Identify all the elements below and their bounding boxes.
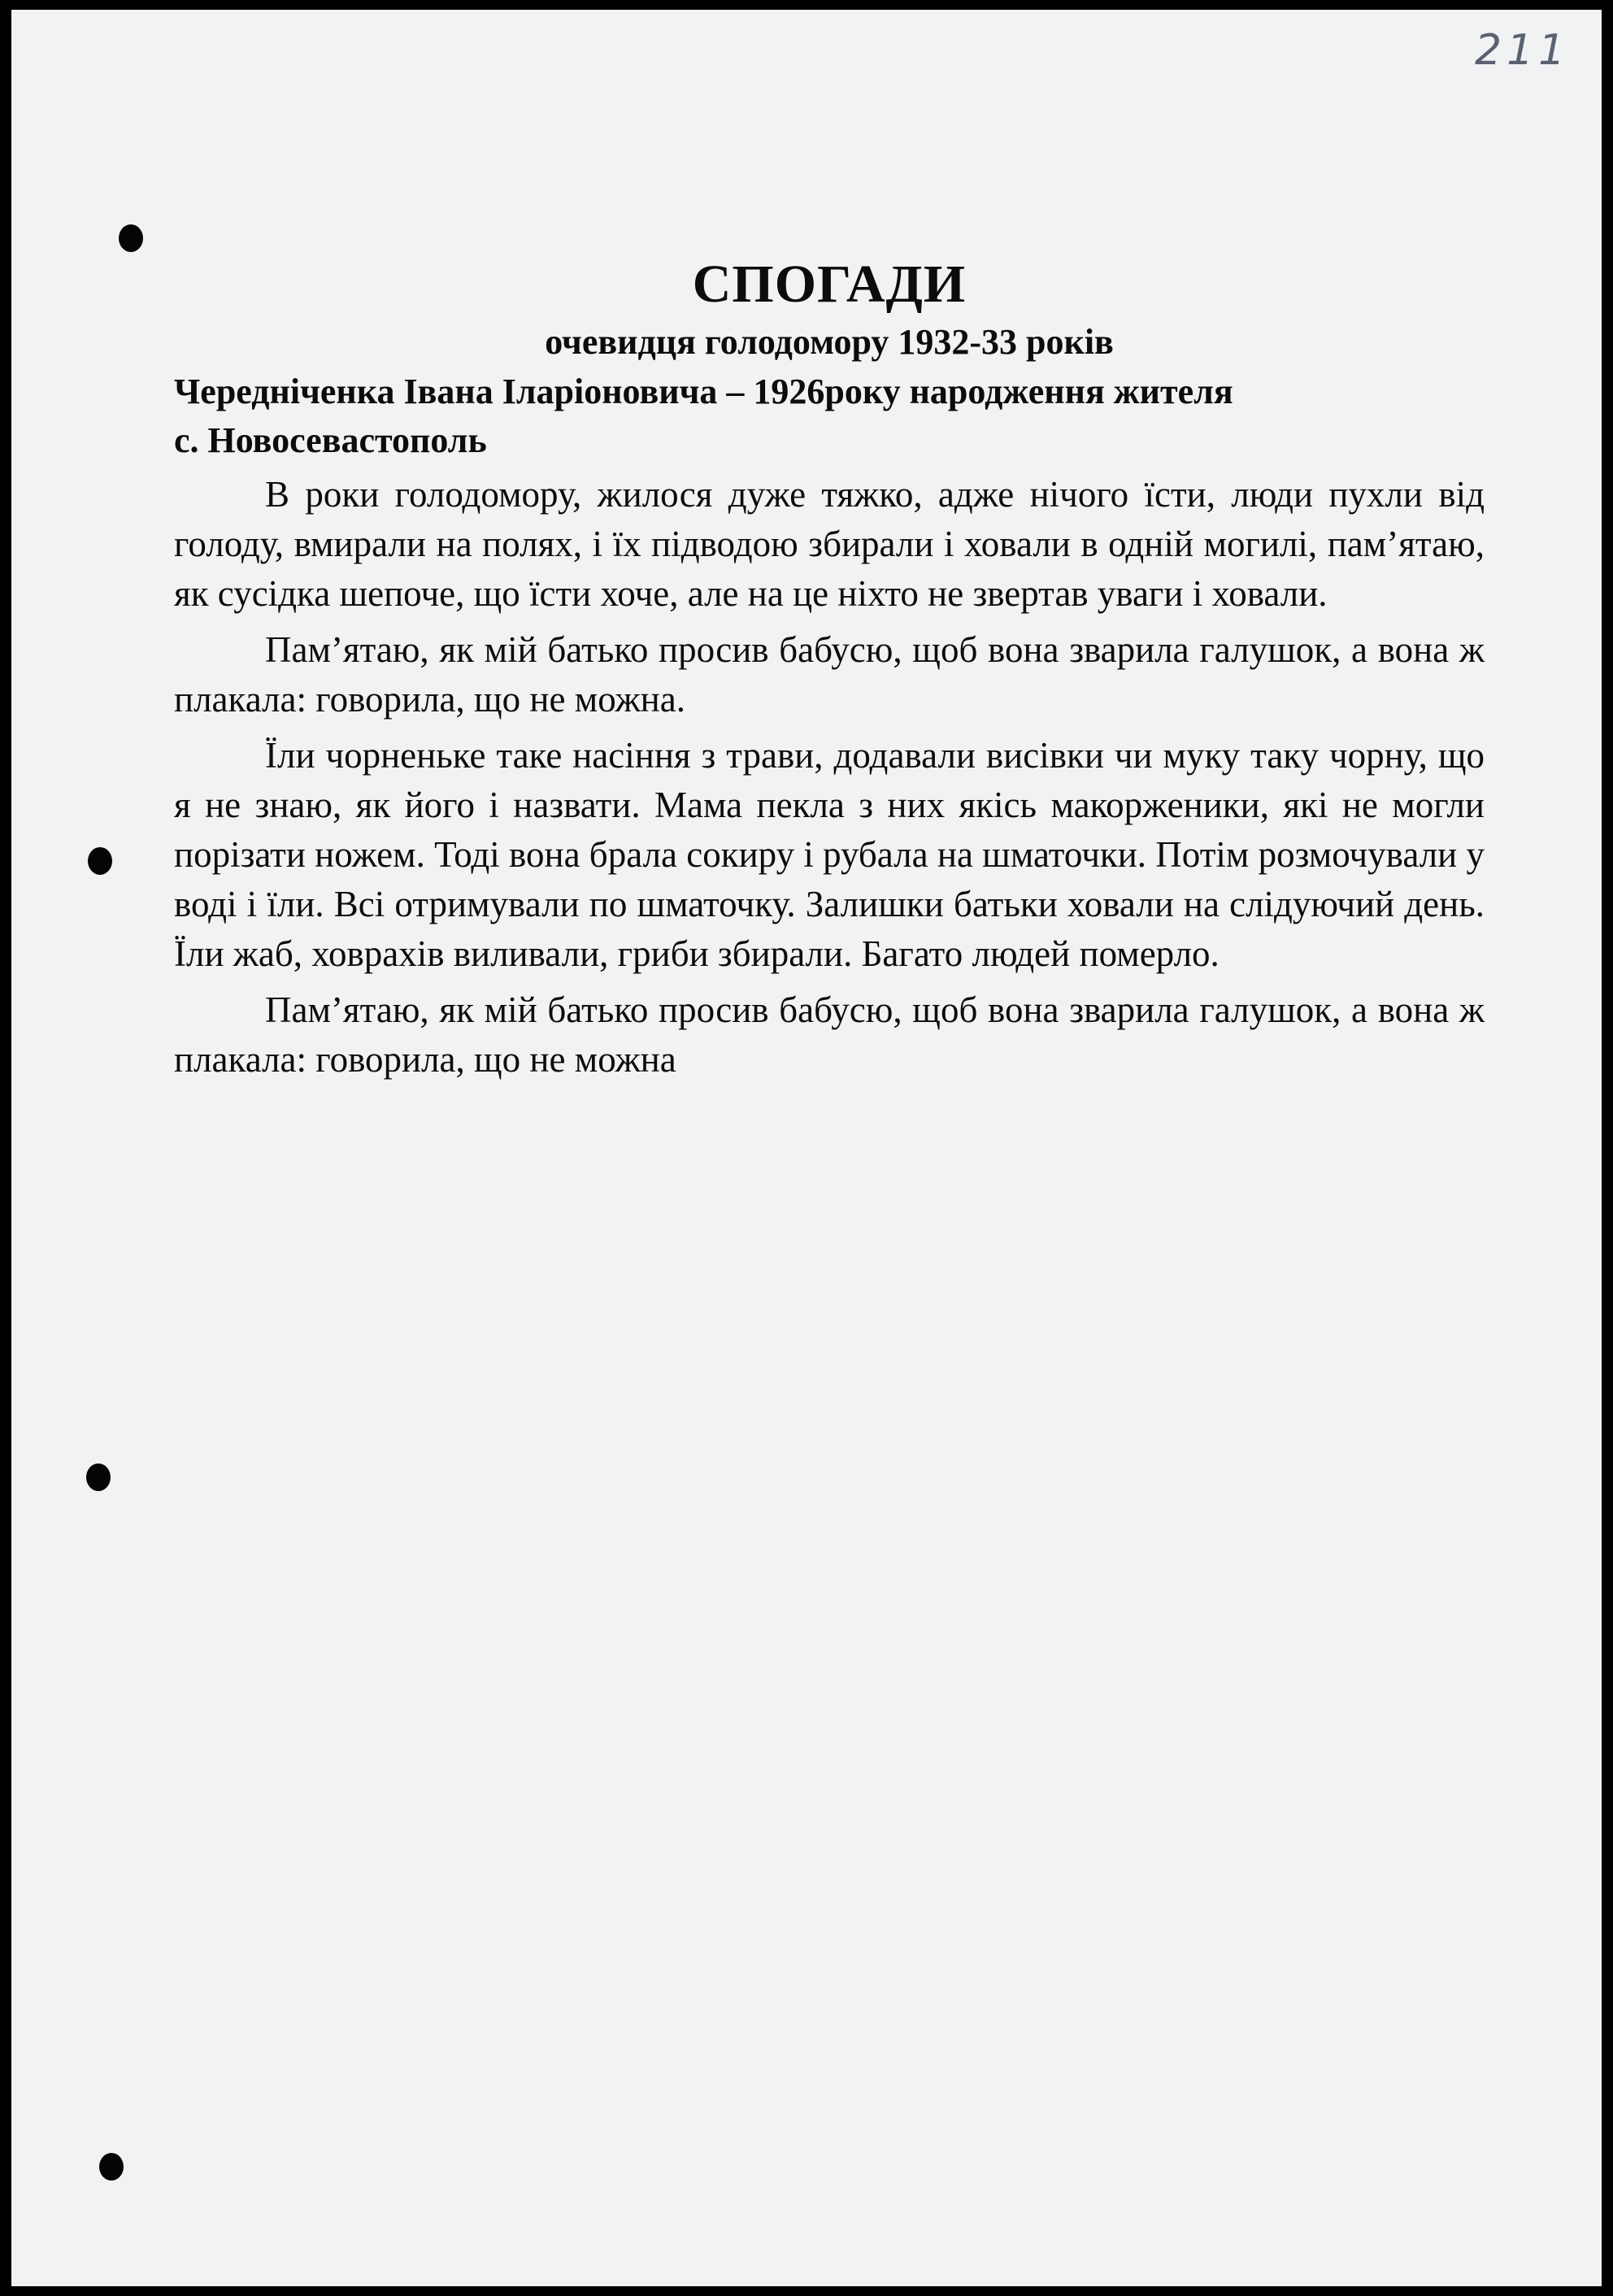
punch-hole-icon	[88, 847, 112, 875]
punch-hole-icon	[99, 2153, 124, 2181]
document-title: СПОГАДИ	[692, 254, 967, 314]
document-header	[174, 252, 1485, 465]
witness-village-line: с. Новосевастополь	[174, 420, 487, 460]
memoir-paragraph: Їли чорненьке таке насіння з трави, додавали висівки чи муку таку чорну, що я не знаю, як його і назвати. Мама пекла з них якісь макорженики, які не могли порізати ножем. Тоді вона брала сокиру і рубала на шматочки. Потім розмочували у воді і їли. Всі отримували по шматочку. Залишки батьки ховали на слідуючий день. Їли жаб, ховрахів виливали, гриби збирали. Багато людей померло.	[174, 735, 1485, 974]
punch-hole-icon	[86, 1463, 111, 1491]
memoir-body	[174, 470, 1485, 1091]
document-page	[11, 10, 1602, 2286]
memoir-paragraph: Пам’ятаю, як мій батько просив бабусю, щоб вона зварила галушок, а вона ж плакала: говорила, що не можна	[174, 989, 1485, 1080]
witness-name-line: Чередніченка Івана Іларіоновича – 1926року народження жителя	[174, 372, 1233, 411]
document-subtitle: очевидця голодомору 1932-33 років	[545, 322, 1114, 362]
memoir-paragraph: В роки голодомору, жилося дуже тяжко, адже нічого їсти, люди пухли від голоду, вмирали на полях, і їх підводою збирали і ховали в одній могилі, пам’ятаю, як сусідка шепоче, що їсти хоче, але на це ніхто не звертав уваги і ховали.	[174, 474, 1485, 614]
memoir-paragraph: Пам’ятаю, як мій батько просив бабусю, щоб вона зварила галушок, а вона ж плакала: говорила, що не можна.	[174, 629, 1485, 720]
punch-hole-icon	[119, 224, 143, 252]
handwritten-page-number: 211	[1475, 26, 1571, 75]
